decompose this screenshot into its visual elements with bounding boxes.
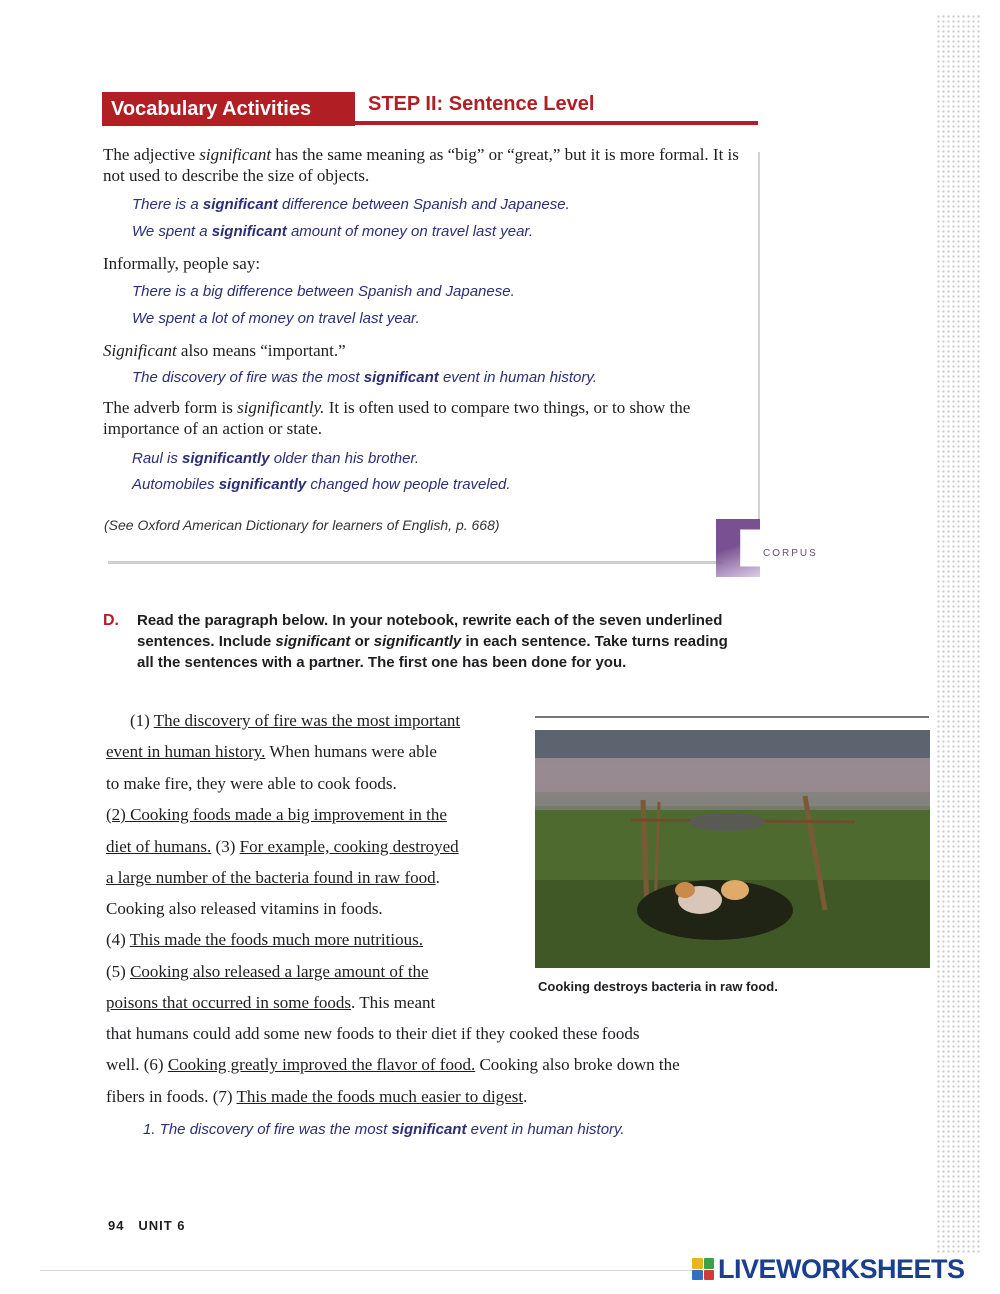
paragraph-line: Cooking also released vitamins in foods. [106, 899, 383, 918]
box-bottom-border [108, 561, 723, 564]
header-rule [355, 121, 758, 125]
example-sentence: Automobiles significantly changed how people traveled. [132, 476, 511, 493]
paragraph-line: (1) The discovery of fire was the most important [130, 711, 461, 730]
liveworksheets-brand [692, 1252, 965, 1286]
activity-instructions: Read the paragraph below. In your notebook, rewrite each of the seven underlined sentences. Include significant or significantly in each sentence. Take turns reading all the sentences with a partner. The first one has been done for you. [137, 612, 728, 671]
photo-caption: Cooking destroys bacteria in raw food. [538, 979, 778, 994]
paragraph-line: (5) Cooking also released a large amount of the [106, 962, 429, 981]
step-title: STEP II: Sentence Level [368, 93, 595, 115]
box-right-border [758, 152, 760, 520]
activity-letter: D. [103, 612, 119, 629]
campfire-illustration [535, 730, 930, 968]
liveworksheets-logo-icon [692, 1258, 714, 1280]
footer-rule [40, 1270, 700, 1271]
paragraph-line: (2) Cooking foods made a big improvement in the [106, 805, 447, 824]
corpus-label: CORPUS [763, 548, 818, 559]
important-paragraph: Significant also means “important.” [103, 341, 346, 360]
paragraph-line: to make fire, they were able to cook foods. [106, 774, 397, 793]
informal-intro: Informally, people say: [103, 254, 261, 273]
example-sentence: Raul is significantly older than his brother. [132, 450, 420, 467]
paragraph-line: (4) This made the foods much more nutritious. [106, 930, 423, 949]
paragraph-line: poisons that occurred in some foods. This meant [106, 993, 436, 1012]
brand-name: LIVEWORKSHEETS [718, 1253, 965, 1284]
example-sentence: There is a significant difference between Spanish and Japanese. [132, 196, 570, 213]
example-sentence: We spent a significant amount of money on travel last year. [132, 223, 534, 240]
vocabulary-activities-tab: Vocabulary Activities [102, 92, 355, 126]
page-number: 94 UNIT 6 [108, 1218, 186, 1233]
intro-paragraph: The adjective significant has the same meaning as “big” or “great,” but it is more formal. It is not used to describe the size of objects. [103, 145, 739, 185]
margin-dot-pattern [936, 14, 980, 1254]
example-sentence: We spent a lot of money on travel last year. [132, 310, 420, 327]
corpus-badge [716, 519, 818, 581]
paragraph-line: diet of humans. (3) For example, cooking destroyed [106, 837, 459, 856]
paragraph-line: a large number of the bacteria found in raw food. [106, 868, 440, 887]
dictionary-reference: (See Oxford American Dictionary for learners of English, p. 668) [104, 517, 500, 533]
paragraph-line: event in human history. When humans were able [106, 742, 437, 761]
campfire-photo [535, 730, 930, 968]
adverb-paragraph: The adverb form is significantly. It is often used to compare two things, or to show the importance of an action or state. [103, 398, 691, 438]
paragraph-line: that humans could add some new foods to their diet if they cooked these foods [106, 1024, 640, 1043]
corpus-c-icon [716, 519, 760, 577]
sample-answer: 1. The discovery of fire was the most significant event in human history. [143, 1121, 625, 1138]
paragraph-line: well. (6) Cooking greatly improved the flavor of food. Cooking also broke down the [106, 1055, 680, 1074]
example-sentence: There is a big difference between Spanish and Japanese. [132, 283, 515, 300]
section-header [100, 90, 758, 130]
paragraph-line: fibers in foods. (7) This made the foods much easier to digest. [106, 1087, 528, 1106]
photo-rule [535, 716, 929, 718]
example-sentence: The discovery of fire was the most significant event in human history. [132, 369, 597, 386]
